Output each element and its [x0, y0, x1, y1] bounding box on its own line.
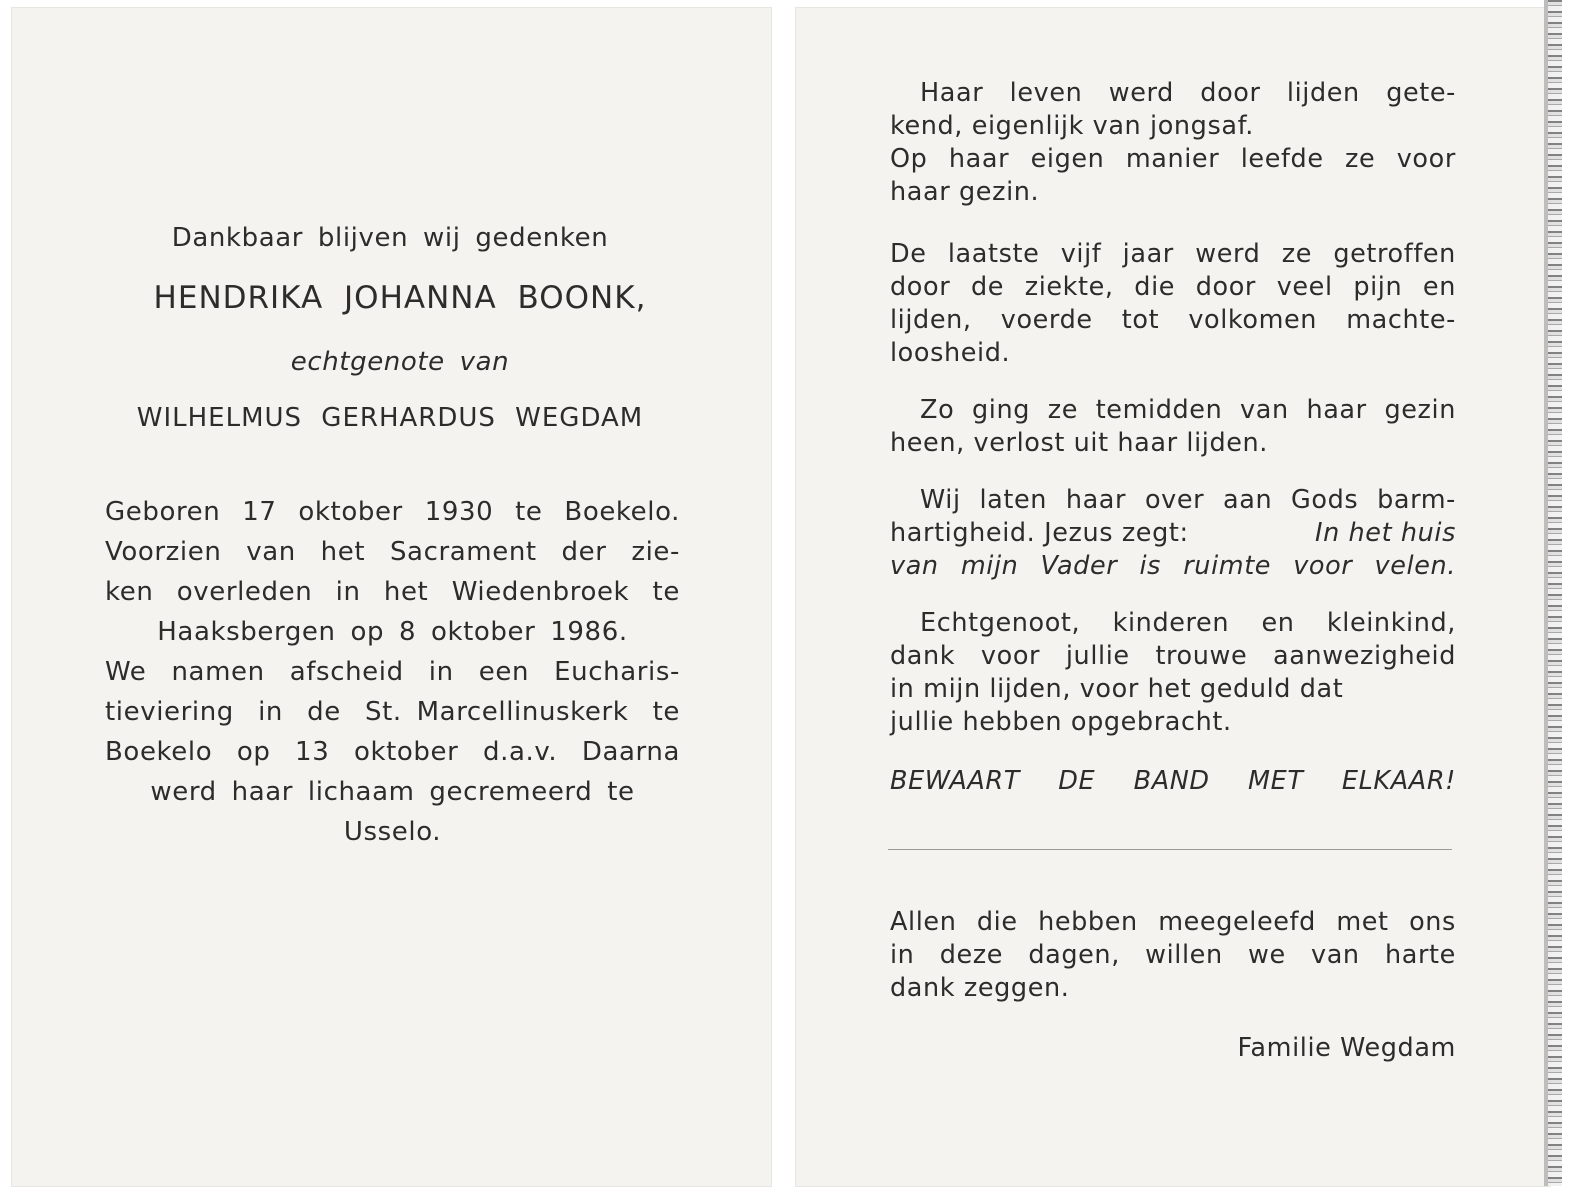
text-word: velen. [1374, 551, 1456, 581]
text-word: heen, verlost uit haar lijden. [890, 428, 1269, 458]
text-word: door [1195, 272, 1257, 302]
text-word: oktober [353, 737, 459, 767]
text-word: ging [971, 395, 1031, 425]
text-word: namen [171, 657, 265, 687]
text-line [890, 110, 1456, 143]
biography-text [105, 492, 680, 852]
text-line [890, 427, 1456, 460]
text-word: d.a.v. [483, 737, 558, 767]
text-word: is [1139, 551, 1162, 581]
text-word: haar [1306, 395, 1367, 425]
text-line [890, 304, 1456, 337]
text-word: kleinkind, [1326, 608, 1456, 638]
text-word: van [1240, 395, 1289, 425]
text-word: Zo [920, 395, 955, 425]
spouse-label: echtgenote van [290, 347, 510, 377]
paragraph-illness [890, 238, 1456, 370]
text-word: Voorzien [105, 537, 222, 567]
text-word: Echtgenoot, [920, 608, 1081, 638]
text-line [890, 143, 1456, 176]
text-word: kend, eigenlijk van jongsaf. [890, 111, 1255, 141]
text-word: meegeleefd [1158, 907, 1316, 937]
text-word: manier [1125, 144, 1220, 174]
text-word: oktober [298, 497, 403, 527]
text-word: voor [1396, 144, 1456, 174]
text-word: aan [1223, 485, 1273, 515]
text-word: pijn [1353, 272, 1403, 302]
text-word: het [383, 577, 429, 607]
text-line [890, 640, 1456, 673]
text-word: in [890, 940, 915, 970]
text-word: eigen [1030, 144, 1105, 174]
divider-rule [888, 849, 1452, 850]
text-word: ziekte, [1024, 272, 1114, 302]
text-word: kinderen [1112, 608, 1230, 638]
scan-edge-strip [1548, 0, 1562, 1186]
text-word: machte- [1346, 305, 1456, 335]
text-word: jaar [1122, 239, 1174, 269]
text-word: met [1336, 907, 1389, 937]
text-word: over [1144, 485, 1205, 515]
text-word: ken [105, 577, 154, 607]
text-word: gete- [1386, 78, 1456, 108]
paragraph-faith [890, 484, 1456, 583]
text-word: voerde [1000, 305, 1093, 335]
text-word: mijn [960, 551, 1019, 581]
text-word: van [246, 537, 296, 567]
text-line [890, 271, 1456, 304]
text-word: Gods [1291, 485, 1359, 515]
text-word: De [890, 239, 927, 269]
text-word: Op [890, 144, 928, 174]
text-word: laten [979, 485, 1047, 515]
text-word: veel [1276, 272, 1333, 302]
text-word: te [652, 577, 680, 607]
text-word: Wiedenbroek [451, 577, 630, 607]
text-word: haar [1065, 485, 1127, 515]
text-word: die [1134, 272, 1176, 302]
text-line [890, 484, 1456, 517]
text-word: door [1200, 78, 1261, 108]
text-word: we [1248, 940, 1286, 970]
text-word: laatste [947, 239, 1040, 269]
text-word: aanwezigheid [1273, 641, 1456, 671]
text-word: Eucharis- [554, 657, 680, 687]
text-line [890, 607, 1456, 640]
deceased-name: HENDRIKA JOHANNA BOONK, [153, 280, 647, 316]
text-line [890, 765, 1456, 798]
text-word: afscheid [289, 657, 404, 687]
text-line [890, 706, 1456, 739]
text-word: zie- [631, 537, 680, 567]
text-word: ze [1345, 144, 1376, 174]
text-word: temidden [1095, 395, 1223, 425]
text-word: Daarna [581, 737, 680, 767]
text-line [890, 972, 1456, 1005]
text-word: dagen, [1028, 940, 1120, 970]
text-word: ze [1281, 239, 1313, 269]
text-word: trouwe [1155, 641, 1248, 671]
text-word: deze [939, 940, 1004, 970]
text-word: werd [1195, 239, 1261, 269]
text-word: Allen [890, 907, 957, 937]
text-word: van [1311, 940, 1360, 970]
text-word: der [561, 537, 607, 567]
text-line [105, 772, 680, 812]
text-line [890, 550, 1456, 583]
text-line [890, 176, 1456, 209]
text-word: getroffen [1333, 239, 1456, 269]
paragraph-thanks [890, 906, 1456, 1005]
text-word: 1930 [424, 497, 494, 527]
text-word: leefde [1240, 144, 1324, 174]
text-word: ruimte [1183, 551, 1272, 581]
text-word: BEWAART [890, 766, 1020, 796]
text-word: jullie [1065, 641, 1130, 671]
text-line [105, 692, 680, 732]
text-word: In het huis [1314, 518, 1456, 548]
text-word: harte [1384, 940, 1456, 970]
paragraph-life [890, 77, 1456, 209]
text-word: de [307, 697, 341, 727]
text-word: ze [1047, 395, 1078, 425]
text-word: Sacrament [389, 537, 537, 567]
text-word: in [258, 697, 283, 727]
spouse-name: WILHELMUS GERHARDUS WEGDAM [136, 403, 644, 433]
text-line [105, 732, 680, 772]
text-word: van [890, 551, 939, 581]
text-word: op [236, 737, 271, 767]
text-word: dank zeggen. [890, 973, 1070, 1003]
text-word: werd haar lichaam gecremeerd te [150, 777, 635, 807]
text-word: hartigheid. Jezus zegt: [890, 518, 1189, 548]
text-word: overleden [176, 577, 313, 607]
text-line [105, 812, 680, 852]
family-signature: Familie Wegdam [1237, 1033, 1456, 1063]
text-line [105, 492, 680, 532]
text-word: Vader [1040, 551, 1118, 581]
motto [890, 765, 1456, 798]
text-word: Wij [920, 485, 961, 515]
text-word: gezin [1384, 395, 1456, 425]
intro-line: Dankbaar blijven wij gedenken [171, 223, 609, 253]
text-word: een [478, 657, 530, 687]
text-word: dank [890, 641, 956, 671]
text-word: lijden, [890, 305, 972, 335]
text-word: willen [1145, 940, 1223, 970]
text-word: haar [948, 144, 1010, 174]
text-line [890, 906, 1456, 939]
text-word: haar gezin. [890, 177, 1040, 207]
text-word: werd [1108, 78, 1174, 108]
text-line [890, 337, 1456, 370]
text-line [105, 652, 680, 692]
text-word: Haaksbergen op 8 oktober 1986. [157, 617, 628, 647]
text-word: We [105, 657, 147, 687]
text-line [105, 532, 680, 572]
text-word: in [428, 657, 454, 687]
text-line [105, 572, 680, 612]
text-word: BAND [1133, 766, 1210, 796]
text-word: voor [1293, 551, 1353, 581]
text-word: Boekelo [105, 737, 213, 767]
text-word: 17 [242, 497, 277, 527]
text-word: voor [980, 641, 1041, 671]
text-line [890, 238, 1456, 271]
text-word: en [1422, 272, 1456, 302]
text-word: ons [1409, 907, 1456, 937]
text-word: de [970, 272, 1005, 302]
text-word: DE [1058, 766, 1096, 796]
text-word: die [976, 907, 1018, 937]
text-word: Boekelo. [564, 497, 680, 527]
text-word: leven [1009, 78, 1083, 108]
text-line [890, 939, 1456, 972]
text-word: te [652, 697, 680, 727]
text-line [890, 673, 1456, 706]
text-word: loosheid. [890, 338, 1011, 368]
text-word: in [335, 577, 361, 607]
text-line [890, 77, 1456, 110]
text-word: hebben [1038, 907, 1138, 937]
text-word: Haar [920, 78, 984, 108]
paragraph-farewell [890, 607, 1456, 739]
paragraph-passing [890, 394, 1456, 460]
text-word: vijf [1060, 239, 1102, 269]
text-word: tot [1121, 305, 1160, 335]
text-word: 13 [295, 737, 330, 767]
text-word: Usselo. [343, 817, 442, 847]
text-word: volkomen [1188, 305, 1318, 335]
text-word: door [890, 272, 951, 302]
text-line [890, 517, 1456, 550]
text-word: het [320, 537, 366, 567]
text-word: en [1261, 608, 1295, 638]
text-word: MET [1248, 766, 1304, 796]
text-word: tieviering [105, 697, 234, 727]
text-word: Geboren [105, 497, 221, 527]
text-word: barm- [1377, 485, 1456, 515]
text-word: ELKAAR! [1341, 766, 1456, 796]
text-line [890, 394, 1456, 427]
text-word: te [515, 497, 543, 527]
text-word: lijden [1286, 78, 1360, 108]
text-word: jullie hebben opgebracht. [890, 707, 1232, 737]
text-word: St. Marcellinuskerk [365, 697, 629, 727]
text-line [105, 612, 680, 652]
text-word: in mijn lijden, voor het geduld dat [890, 674, 1344, 704]
